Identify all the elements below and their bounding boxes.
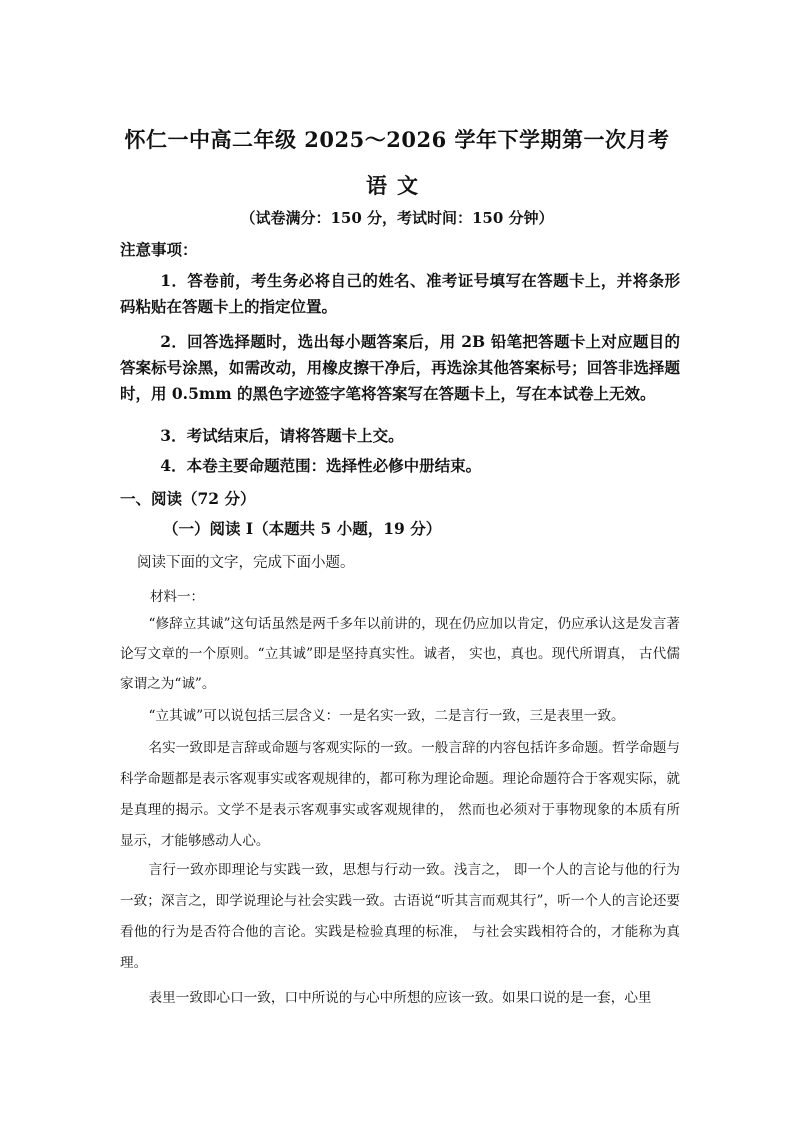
notice-item-2: 2．回答选择题时，选出每小题答案后，用 2B 铅笔把答题卡上对应题目的答案标号涂黑，如需改动，用橡皮擦干净后，再选涂其他答案标号；回答非选择题时，用 0.5mm 的黑色字迹签字笔将答案写在答题卡上，写在本试卷上无效。 bbox=[120, 332, 680, 403]
material-label: 材料一： bbox=[150, 589, 204, 605]
notice-item-3: 3．考试结束后，请将答题卡上交。 bbox=[160, 426, 404, 445]
sub-section-heading: （一）阅读 I（本题共 5 小题，19 分） bbox=[163, 519, 442, 538]
exam-info: （试卷满分：150 分，考试时间：150 分钟） bbox=[240, 209, 554, 227]
passage-paragraph: 言行一致亦即理论与实践一致，思想与行动一致。浅言之， 即一个人的言论与他的行为一致；深言之，即学说理论与社会实践一致。古语说“听其言而观其行”，听一个人的言论还要看他的行为是否符合他的言论。实践是检验真理的标准， 与社会实践相符合的，才能称为真理。 bbox=[120, 862, 680, 971]
exam-title: 怀仁一中高二年级 2025～2026 学年下学期第一次月考 bbox=[124, 127, 670, 152]
notice-heading: 注意事项： bbox=[120, 240, 198, 259]
reading-instruction: 阅读下面的文字，完成下面小题。 bbox=[137, 555, 355, 571]
passage-paragraph: 表里一致即心口一致，口中所说的与心中所想的应该一致。如果口说的是一套，心里 bbox=[148, 990, 652, 1006]
subject-title: 语文 bbox=[366, 173, 428, 198]
notice-item-4: 4．本卷主要命题范围：选择性必修中册结束。 bbox=[160, 456, 482, 475]
passage-paragraph: 名实一致即是言辞或命题与客观实际的一致。一般言辞的内容包括许多命题。哲学命题与科学命题都是表示客观事实或客观规律的，都可称为理论命题。理论命题符合于客观实际，就是真理的揭示。文学不是表示客观事实或客观规律的， 然而也必须对于事物现象的本质有所显示，才能够感动人心。 bbox=[120, 740, 680, 849]
passage-paragraph: “修辞立其诚”这句话虽然是两千多年以前讲的，现在仍应加以肯定，仍应承认这是发言著论写文章的一个原则。“立其诚”即是坚持真实性。诚者， 实也，真也。现代所谓真， 古代儒家谓之为“诚”。 bbox=[120, 616, 680, 692]
passage-paragraph: “立其诚”可以说包括三层含义：一是名实一致，二是言行一致，三是表里一致。 bbox=[148, 708, 625, 724]
section-heading: 一、阅读（72 分） bbox=[120, 489, 256, 508]
notice-item-1: 1．答卷前，考生务必将自己的姓名、准考证号填写在答题卡上，并将条形码粘贴在答题卡上的指定位置。 bbox=[120, 271, 680, 316]
